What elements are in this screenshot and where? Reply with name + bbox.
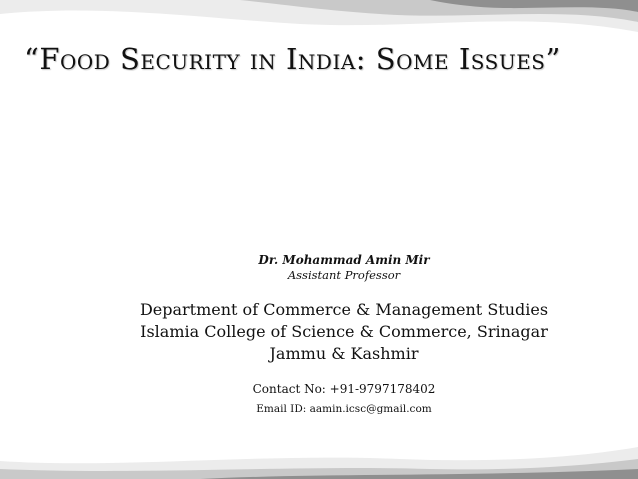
contact-number: Contact No: +91-9797178402 [252,382,436,396]
email-address: Email ID: aamin.icsc@gmail.com [256,403,432,415]
college-name: Islamia College of Science & Commerce, Srinagar [140,322,548,341]
department-name: Department of Commerce & Management Studies [139,300,549,319]
slide-title: “Food Security in India: Some Issues” [24,42,561,76]
bottom-swoosh-decoration [0,439,638,479]
author-role: Assistant Professor [287,268,401,282]
location-name: Jammu & Kashmir [269,344,419,363]
author-name: Dr. Mohammad Amin Mir [258,253,430,267]
